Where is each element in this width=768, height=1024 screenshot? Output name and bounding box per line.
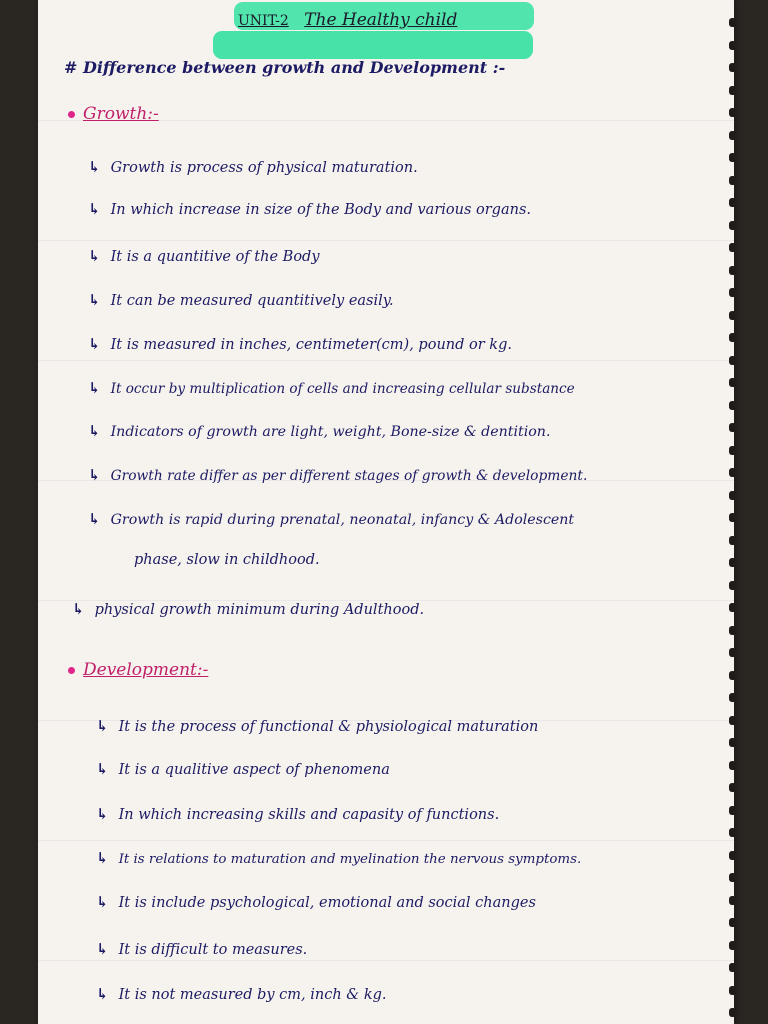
binding-hole [729, 828, 734, 837]
binding-hole [729, 41, 734, 50]
growth-item-text: physical growth minimum during Adulthood. [94, 602, 425, 618]
growth-item [88, 510, 574, 528]
hooked-arrow-icon: ↳ [96, 985, 109, 1003]
binding-hole [729, 401, 734, 410]
section-heading: # Difference between growth and Development :- [64, 58, 506, 77]
binding-hole [729, 18, 734, 27]
binding-hole [729, 783, 734, 792]
binding-hole [729, 738, 734, 747]
binding-hole [729, 446, 734, 455]
growth-item [72, 600, 424, 618]
binding-hole [729, 131, 734, 140]
hooked-arrow-icon: ↳ [88, 158, 101, 176]
growth-item-text: It occur by multiplication of cells and increasing cellular substance [110, 381, 575, 397]
binding-hole [729, 311, 734, 320]
growth-section-title: Growth:- [68, 104, 159, 124]
development-item-text: It is the process of functional & physiological maturation [118, 719, 539, 735]
binding-hole [729, 873, 734, 882]
growth-item [88, 379, 575, 397]
growth-item [88, 466, 587, 484]
binding-hole [729, 671, 734, 680]
unit-name: The Healthy child [304, 10, 458, 30]
notebook-page [38, 0, 734, 1024]
growth-item [88, 422, 550, 440]
binding-hole [729, 288, 734, 297]
growth-continuation: phase, slow in childhood. [134, 552, 320, 568]
binding-hole [729, 986, 734, 995]
binding-hole [729, 761, 734, 770]
hooked-arrow-icon: ↳ [96, 849, 109, 867]
unit-label: UNIT-2 [238, 13, 289, 29]
development-item [96, 893, 536, 911]
highlighter-mark [213, 31, 533, 59]
binding-hole [729, 1008, 734, 1017]
hooked-arrow-icon: ↳ [88, 466, 101, 484]
binding-hole [729, 693, 734, 702]
binding-hole [729, 513, 734, 522]
hooked-arrow-icon: ↳ [96, 940, 109, 958]
hooked-arrow-icon: ↳ [88, 247, 101, 265]
binding-hole [729, 243, 734, 252]
growth-item [88, 247, 320, 265]
hooked-arrow-icon: ↳ [96, 717, 109, 735]
binding-hole [729, 626, 734, 635]
binding-hole [729, 851, 734, 860]
development-item-text: It is include psychological, emotional and social changes [118, 895, 536, 911]
growth-item [88, 291, 394, 309]
binding-hole [729, 153, 734, 162]
growth-item-text: Growth is rapid during prenatal, neonatal, infancy & Adolescent [110, 512, 575, 528]
binding-hole [729, 806, 734, 815]
development-section-title: Development:- [68, 660, 208, 680]
growth-item [88, 158, 418, 176]
development-item [96, 760, 390, 778]
development-item-text: In which increasing skills and capasity of functions. [118, 807, 500, 823]
hooked-arrow-icon: ↳ [96, 760, 109, 778]
growth-item-text: It can be measured quantitively easily. [110, 293, 394, 309]
development-item-text: It is a qualitive aspect of phenomena [118, 762, 390, 778]
binding-hole [729, 266, 734, 275]
binding-hole [729, 581, 734, 590]
binding-hole [729, 198, 734, 207]
hooked-arrow-icon: ↳ [88, 200, 101, 218]
development-item-text: It is not measured by cm, inch & kg. [118, 987, 387, 1003]
page-title [238, 10, 528, 30]
binding-hole [729, 86, 734, 95]
development-item [96, 940, 307, 958]
binding-hole [729, 468, 734, 477]
binding-hole [729, 603, 734, 612]
development-item-text: It is difficult to measures. [118, 942, 308, 958]
binding-hole [729, 423, 734, 432]
hooked-arrow-icon: ↳ [96, 893, 109, 911]
binding-hole [729, 333, 734, 342]
hooked-arrow-icon: ↳ [72, 600, 85, 618]
growth-item-text: In which increase in size of the Body and various organs. [110, 202, 531, 218]
binding-hole [729, 558, 734, 567]
development-item-text: It is relations to maturation and myelination the nervous symptoms. [118, 852, 582, 867]
binding-hole [729, 648, 734, 657]
growth-item-text: Growth rate differ as per different stages of growth & development. [110, 468, 588, 484]
growth-item-text: It is measured in inches, centimeter(cm), pound or kg. [110, 337, 512, 353]
binding-hole [729, 491, 734, 500]
binding-hole [729, 963, 734, 972]
development-item [96, 849, 581, 867]
growth-item-text: Indicators of growth are light, weight, Bone-size & dentition. [110, 424, 551, 440]
binding-hole [729, 918, 734, 927]
development-item [96, 717, 538, 735]
binding-hole [729, 896, 734, 905]
hooked-arrow-icon: ↳ [88, 510, 101, 528]
binding-hole [729, 536, 734, 545]
binding-hole [729, 63, 734, 72]
binding-hole [729, 941, 734, 950]
hooked-arrow-icon: ↳ [88, 422, 101, 440]
hooked-arrow-icon: ↳ [96, 805, 109, 823]
development-item [96, 985, 387, 1003]
growth-item-text: It is a quantitive of the Body [110, 249, 320, 265]
development-item [96, 805, 499, 823]
growth-item [88, 335, 512, 353]
pink-dot-icon [68, 111, 75, 118]
binding-hole [729, 378, 734, 387]
binding-hole [729, 108, 734, 117]
binding-hole [729, 716, 734, 725]
hooked-arrow-icon: ↳ [88, 291, 101, 309]
hooked-arrow-icon: ↳ [88, 379, 101, 397]
growth-item [88, 200, 531, 218]
binding-hole [729, 176, 734, 185]
hooked-arrow-icon: ↳ [88, 335, 101, 353]
growth-item-text: Growth is process of physical maturation. [110, 160, 418, 176]
binding-hole [729, 221, 734, 230]
pink-dot-icon [68, 667, 75, 674]
binding-hole [729, 356, 734, 365]
